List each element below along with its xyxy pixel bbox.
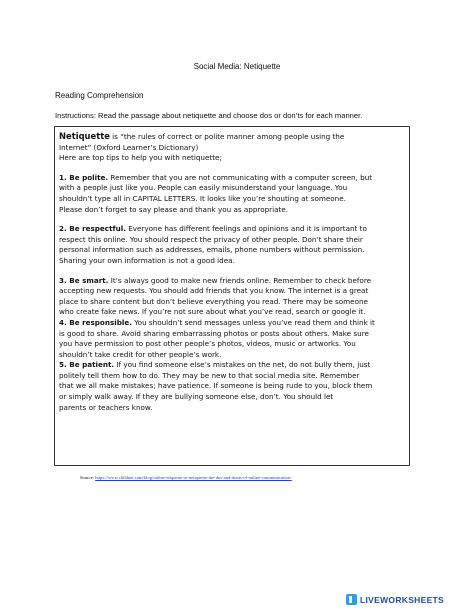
source-link[interactable]: https://www.childnet.com/blog/online-etiquette-or-netiquette-the-dos-and-donts-of-online-communication- [95,475,292,480]
tip-4-line: shouldn’t take credit for other people’s work. [59,349,222,359]
section-heading: Reading Comprehension [55,91,144,100]
tip-1-title: 1. Be polite. [59,172,109,182]
tip-5-line: parents or teachers know. [59,402,153,412]
tip-5 [59,360,407,413]
tip-4 [59,318,407,360]
tip-5-line: If you find someone else’s mistakes on the net, do not bully them, just [114,360,371,370]
tip-1-line: Please don’t forget to say please and thank you as appropriate. [59,204,289,214]
tip-4-line: is good to share. Avoid sharing embarrassing photos or posts about others. Make sure [59,328,369,338]
tip-3 [59,276,407,318]
tip-3-line: accepting new requests. You should add friends that you know. The internet is a great [59,286,369,296]
passage-content [59,131,407,413]
tip-5-title: 5. Be patient. [59,360,115,370]
definition-text: is “the rules of correct or polite manner among people using the [109,132,345,141]
instructions-text: Instructions: Read the passage about netiquette and choose dos or don’ts for each manner. [55,111,363,120]
tip-3-line: who create fake news. If you’re not sure about what you’ve read, search or google it. [59,307,366,317]
tip-2-line: personal information such as addresses, emails, phone numbers without permission. [59,245,365,255]
tip-1 [59,173,407,215]
tip-3-line: It’s always good to make new friends online. Remember to check before [108,275,372,285]
tip-4-title: 4. Be responsible. [59,317,132,327]
tip-2 [59,224,407,266]
tip-5-line: or simply walk away. If they are bullying someone else, don’t. You should let [59,392,334,402]
tip-2-line: respect this online. You should respect the privacy of other people. Don’t share their [59,234,363,244]
logo-text: LIVEWORKSHEETS [360,594,445,605]
tip-2-title: 2. Be respectful. [59,224,126,234]
liveworksheets-logo [346,594,444,605]
definition-line-3: Here are top tips to help you with netiquette; [59,153,222,163]
page-title: Social Media: Netiquette [193,62,281,71]
definition-line-1 [59,131,407,143]
tip-2-line: Sharing your own information is not a good idea. [59,255,235,265]
tip-4-line: you have permission to post other people’s photos, videos, music or artworks. You [59,339,356,349]
source-label: Source: [80,475,96,480]
tip-2-line: Everyone has different feelings and opinions and it is important to [125,224,367,234]
source-citation [80,475,292,480]
tip-4-line: You shouldn’t send messages unless you’ve read them and think it [131,317,375,327]
tip-3-title: 3. Be smart. [59,275,109,285]
tip-1-line: with a people just like you. People can easily misunderstand your language. You [59,183,348,193]
tip-1-line: shouldn’t type all in CAPITAL LETTERS. It looks like you’re shouting at someone. [59,193,346,203]
definition-term: Netiquette [59,131,110,141]
tip-5-line: politely tell them how to do. They may be new to that social media site. Remember [59,370,360,380]
tip-3-line: place to share content but don’t believe everything you read. There may be someone [59,296,368,306]
tip-1-line: Remember that you are not communicating with a computer screen, but [108,172,373,182]
definition-line-2: Internet” (Oxford Learner’s Dictionary) [59,142,199,152]
liveworksheets-logo-icon [346,594,357,605]
tip-5-line: that we all make mistakes; have patience. If someone is being rude to you, block them [59,381,373,391]
